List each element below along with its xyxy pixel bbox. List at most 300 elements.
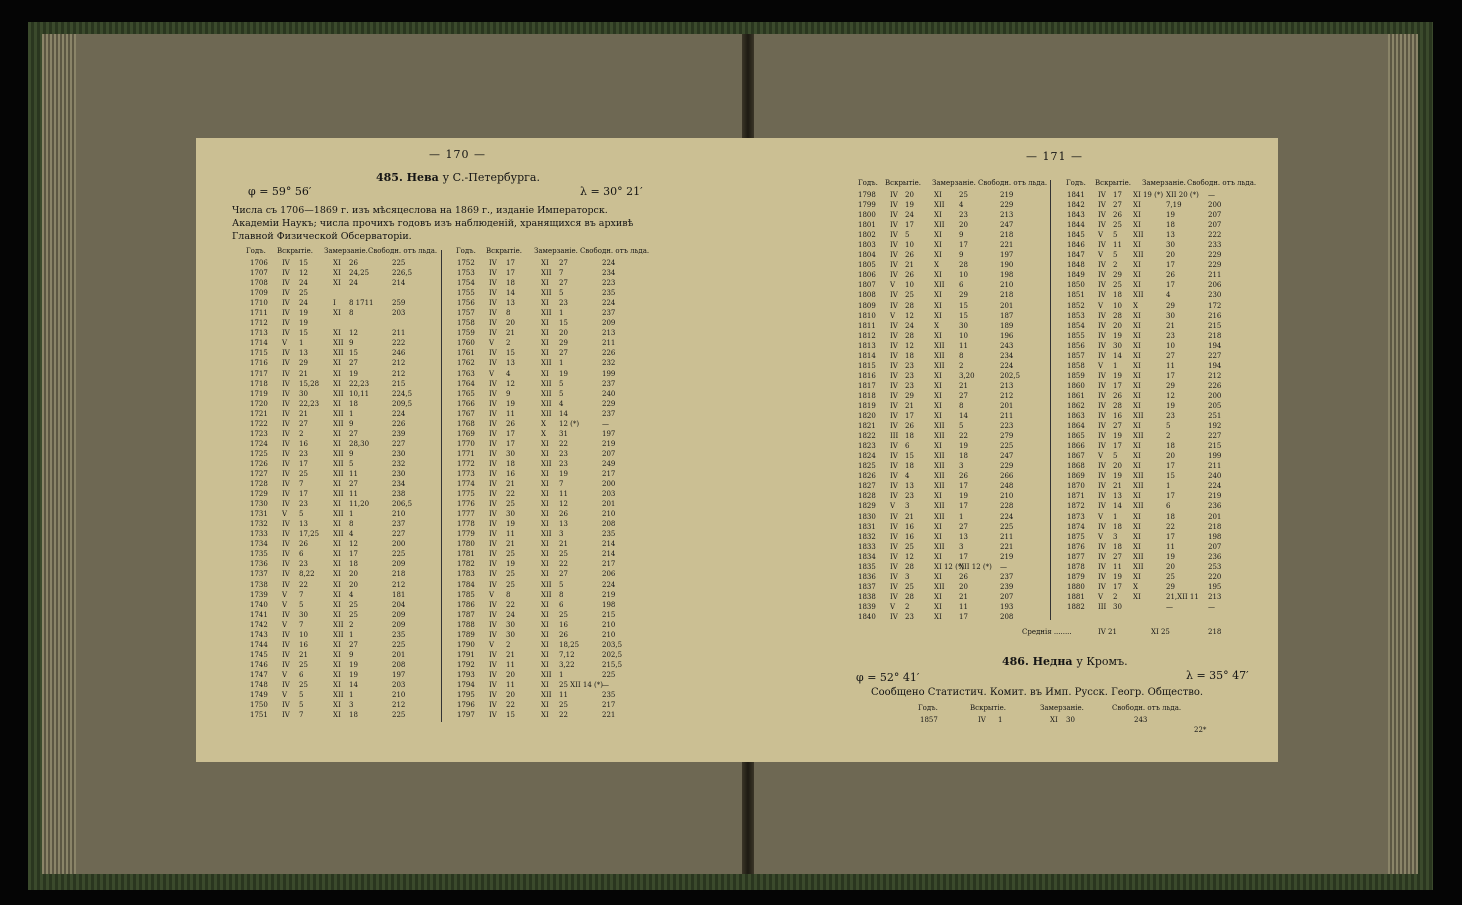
cell-open-day: 20 <box>506 691 515 700</box>
cell-open-month: IV <box>1098 271 1106 280</box>
cell-open-month: IV <box>489 329 497 338</box>
cell-open-day: 26 <box>506 419 515 428</box>
cell-freeze-month: XI <box>934 442 942 451</box>
table-header: Годъ. Вскрытіе. Замерзаніе. Свободн. отъ льда. <box>858 179 1048 187</box>
cell-freeze-month: XI <box>934 522 942 531</box>
cell-open-month: V <box>282 600 288 609</box>
cell-year: 1766 <box>457 399 475 408</box>
cell-freeze-day: 25 <box>349 600 358 609</box>
cell-freeze-day: 28 <box>959 261 968 270</box>
table-row <box>246 610 446 620</box>
table-row <box>456 278 656 288</box>
cell-free-days: 219 <box>1208 492 1222 501</box>
cell-freeze-day: 18 <box>1166 442 1175 451</box>
cell-freeze-month: XI <box>1133 422 1141 431</box>
cell-open-day: 28 <box>905 592 914 601</box>
table-row <box>1066 260 1266 270</box>
table-row <box>858 391 1058 401</box>
cell-year: 1761 <box>457 349 475 358</box>
cell-freeze-month: XII <box>541 459 552 468</box>
cell-freeze-day: 22 <box>559 560 568 569</box>
table-row <box>456 670 656 680</box>
cell-freeze-day: 29 <box>1166 301 1175 310</box>
cell-year: 1727 <box>250 469 268 478</box>
table-row <box>858 461 1058 471</box>
cell-year: 1855 <box>1067 331 1085 340</box>
cell-open-day: 27 <box>1113 422 1122 431</box>
table-row <box>858 240 1058 250</box>
cell-year: 1802 <box>858 231 876 240</box>
cell-open-month: IV <box>282 319 290 328</box>
cell-freeze-month: XII <box>541 379 552 388</box>
table-left-1 <box>246 246 446 720</box>
cell-freeze-month: XI <box>333 560 341 569</box>
cell-free-days: 210 <box>602 630 616 639</box>
cell-freeze-day: 25 <box>959 191 968 199</box>
cell-free-days: 224 <box>602 299 616 308</box>
cell-freeze-month: XI <box>934 331 942 340</box>
cell-freeze-day: 7,12 <box>559 650 575 659</box>
cell-freeze-month: XI <box>541 620 549 629</box>
cell-open-month: IV <box>890 301 898 310</box>
cell-freeze-month: XI <box>1133 572 1141 581</box>
latitude-2: φ = 52° 41′ <box>856 671 920 684</box>
table-row <box>246 660 446 670</box>
cell-freeze-day: 15 <box>1166 472 1175 481</box>
cell-open-day: 13 <box>299 520 308 529</box>
cell-freeze-day: 1 <box>959 512 964 521</box>
cell-open-month: IV <box>890 211 898 220</box>
cell-open-month: IV <box>282 429 290 438</box>
cell-year: 1707 <box>250 269 268 278</box>
cell-open-month: IV <box>489 449 497 458</box>
cell-free-days: 223 <box>1000 422 1014 431</box>
table-row <box>246 489 446 499</box>
cell-free-days: 212 <box>392 359 406 368</box>
cell-free-days: 200 <box>392 540 406 549</box>
cell-year: 1801 <box>858 221 876 230</box>
cell-open-day: 17 <box>905 221 914 230</box>
small-row-year: 1857 <box>920 716 938 724</box>
cell-free-days: 218 <box>1000 291 1014 300</box>
cell-year: 1723 <box>250 429 268 438</box>
cell-open-day: 5 <box>299 701 304 710</box>
cell-open-day: 14 <box>506 289 515 298</box>
cell-open-month: IV <box>890 251 898 260</box>
river-name: Недна <box>1032 655 1073 668</box>
cell-open-month: IV <box>489 560 497 569</box>
cell-open-month: IV <box>1098 321 1106 330</box>
cell-freeze-day: 21 <box>559 540 568 549</box>
cell-open-month: IV <box>282 369 290 378</box>
cell-freeze-day: 26 <box>959 472 968 481</box>
cell-open-day: 25 <box>299 289 308 298</box>
cell-free-days: 218 <box>1208 331 1222 340</box>
small-table-header-open: Вскрытіе. <box>970 704 1006 712</box>
cell-free-days: 227 <box>392 439 406 448</box>
cell-year: 1741 <box>250 610 268 619</box>
cell-open-day: 14 <box>1113 351 1122 360</box>
cell-open-day: 19 <box>1113 331 1122 340</box>
cell-freeze-day: 10,11 <box>349 389 370 398</box>
cell-open-month: IV <box>489 650 497 659</box>
cell-year: 1747 <box>250 670 268 679</box>
cell-year: 1755 <box>457 289 475 298</box>
table-row <box>456 549 656 559</box>
cell-freeze-month: XI <box>1133 542 1141 551</box>
cell-freeze-month: XI <box>333 279 341 288</box>
cell-freeze-month: XI <box>541 279 549 288</box>
cell-freeze-month: I <box>333 299 336 308</box>
cell-open-day: 12 <box>905 552 914 561</box>
table-row <box>246 710 446 720</box>
cell-open-month: IV <box>489 691 497 700</box>
cell-free-days: 247 <box>1000 452 1014 461</box>
cell-freeze-day: 4 <box>349 530 354 539</box>
cell-freeze-month: XI <box>333 540 341 549</box>
cell-year: 1845 <box>1067 231 1085 240</box>
cell-open-month: IV <box>890 391 898 400</box>
cell-open-day: 29 <box>905 391 914 400</box>
table-row <box>858 411 1058 421</box>
cell-open-month: V <box>1098 251 1104 260</box>
cell-open-month: IV <box>489 349 497 358</box>
cell-year: 1784 <box>457 580 475 589</box>
table-row <box>246 348 446 358</box>
cell-freeze-month: XII <box>1133 251 1144 260</box>
cell-open-day: 6 <box>905 442 910 451</box>
cell-freeze-month: XII <box>1133 231 1144 240</box>
cell-freeze-day: 11 <box>1166 361 1175 370</box>
cell-open-day: 8 <box>506 309 511 318</box>
table-row <box>456 318 656 328</box>
cell-open-day: 2 <box>1113 592 1118 601</box>
cell-open-day: 8 <box>506 590 511 599</box>
cell-open-day: 19 <box>1113 432 1122 441</box>
cell-open-day: 30 <box>506 620 515 629</box>
cell-year: 1736 <box>250 560 268 569</box>
table-row <box>1066 471 1266 481</box>
cell-open-day: 17 <box>1113 582 1122 591</box>
cell-free-days: 224 <box>602 259 616 267</box>
cell-year: 1826 <box>858 472 876 481</box>
cell-free-days: 198 <box>602 600 616 609</box>
cell-open-day: 28 <box>1113 401 1122 410</box>
cell-freeze-month: XI <box>541 560 549 569</box>
cell-freeze-month: XI <box>333 640 341 649</box>
cell-freeze-day: 29 <box>559 339 568 348</box>
cell-open-day: 17 <box>1113 191 1122 199</box>
cell-freeze-day: 3 <box>959 462 964 471</box>
table-row <box>858 401 1058 411</box>
table-row <box>858 562 1058 572</box>
cell-year: 1787 <box>457 610 475 619</box>
cell-free-days: 229 <box>1000 462 1014 471</box>
cell-freeze-day: 9 <box>959 251 964 260</box>
cell-open-day: 26 <box>1113 211 1122 220</box>
table-row <box>858 542 1058 552</box>
cell-open-month: IV <box>1098 281 1106 290</box>
cell-year: 1712 <box>250 319 268 328</box>
cell-open-day: 7 <box>299 480 304 489</box>
cell-freeze-day: 1 <box>349 630 354 639</box>
cell-freeze-month: XII <box>934 221 945 230</box>
longitude-2: λ = 35° 47′ <box>1186 669 1249 682</box>
table-row <box>858 592 1058 602</box>
cell-open-month: IV <box>282 349 290 358</box>
table-row <box>1066 301 1266 311</box>
cell-open-day: 20 <box>506 319 515 328</box>
table-row <box>456 419 656 429</box>
table-row <box>246 630 446 640</box>
cell-freeze-month: XI <box>541 680 549 689</box>
cell-year: 1709 <box>250 289 268 298</box>
cell-freeze-month: XII <box>934 432 945 441</box>
table-row <box>456 358 656 368</box>
cell-free-days: 210 <box>602 510 616 519</box>
cell-open-day: 24 <box>905 321 914 330</box>
cell-open-day: 2 <box>506 640 511 649</box>
cell-open-day: 25 <box>299 469 308 478</box>
cell-freeze-day: XII 12 (*) <box>959 562 992 571</box>
cell-open-day: 25 <box>299 660 308 669</box>
cell-open-day: 19 <box>1113 472 1122 481</box>
cell-freeze-month: XI <box>333 439 341 448</box>
cell-open-month: III <box>890 432 899 441</box>
cell-freeze-month: XI <box>934 552 942 561</box>
cell-freeze-day: 26 <box>959 572 968 581</box>
cell-open-day: 13 <box>1113 492 1122 501</box>
cell-freeze-day: 5 <box>559 389 564 398</box>
cell-year: 1751 <box>250 711 268 720</box>
cell-free-days: 237 <box>602 379 616 388</box>
cell-open-month: IV <box>1098 432 1106 441</box>
cell-freeze-day: 20 <box>959 221 968 230</box>
cell-free-days: 203 <box>392 680 406 689</box>
table-row <box>858 321 1058 331</box>
cell-year: 1837 <box>858 582 876 591</box>
cell-freeze-month: XI <box>541 650 549 659</box>
cell-open-month: IV <box>890 522 898 531</box>
cell-open-month: IV <box>282 500 290 509</box>
cell-open-month: IV <box>890 361 898 370</box>
cell-freeze-month: XII <box>333 469 344 478</box>
cell-open-month: IV <box>489 429 497 438</box>
cell-year: 1758 <box>457 319 475 328</box>
cell-freeze-month: XI <box>934 311 942 320</box>
sheet-signature: 22* <box>1194 726 1207 734</box>
table-row <box>1066 240 1266 250</box>
cell-year: 1756 <box>457 299 475 308</box>
cell-year: 1730 <box>250 500 268 509</box>
cell-freeze-month: XI <box>541 469 549 478</box>
cell-year: 1862 <box>1067 401 1085 410</box>
cell-freeze-day: 24 <box>349 279 358 288</box>
cell-freeze-day: 2 <box>1166 432 1171 441</box>
cell-freeze-month: X <box>934 261 939 270</box>
cell-free-days: 219 <box>602 439 616 448</box>
cell-free-days: 226 <box>1208 381 1222 390</box>
cell-open-month: IV <box>489 520 497 529</box>
cell-free-days: 212 <box>392 580 406 589</box>
cell-free-days: — <box>602 680 609 689</box>
cell-open-month: IV <box>489 610 497 619</box>
cell-open-day: 17 <box>1113 381 1122 390</box>
cell-year: 1832 <box>858 532 876 541</box>
cell-year: 1843 <box>1067 211 1085 220</box>
cell-freeze-day: 19 <box>349 670 358 679</box>
cell-freeze-month: XII <box>333 620 344 629</box>
cell-year: 1749 <box>250 691 268 700</box>
cell-freeze-day: 26 <box>349 259 358 267</box>
cell-open-month: IV <box>890 321 898 330</box>
cell-free-days: 208 <box>602 520 616 529</box>
cell-year: 1760 <box>457 339 475 348</box>
cell-freeze-day: 11 <box>959 602 968 611</box>
cell-year: 1805 <box>858 261 876 270</box>
cell-year: 1711 <box>250 309 268 318</box>
table-row <box>858 210 1058 220</box>
cell-freeze-day: 21,XII 11 <box>1166 592 1199 601</box>
cell-year: 1775 <box>457 490 475 499</box>
table-row <box>858 572 1058 582</box>
cell-freeze-day: 25 <box>1166 572 1175 581</box>
table-row <box>456 489 656 499</box>
cell-open-month: IV <box>282 520 290 529</box>
cell-open-month: IV <box>282 269 290 278</box>
cell-freeze-month: XI <box>934 371 942 380</box>
cell-open-day: 11 <box>1113 562 1122 571</box>
cell-freeze-month: XII <box>1133 562 1144 571</box>
cell-freeze-month: XI <box>333 580 341 589</box>
cell-open-month: IV <box>890 241 898 250</box>
cell-free-days: 209 <box>392 560 406 569</box>
table-row <box>456 399 656 409</box>
cell-freeze-day: 20 <box>349 570 358 579</box>
cell-open-day: 26 <box>1113 391 1122 400</box>
cell-open-day: 19 <box>506 560 515 569</box>
cell-freeze-month: XII <box>934 542 945 551</box>
cell-open-day: 17 <box>506 269 515 278</box>
cell-year: 1797 <box>457 711 475 720</box>
cell-open-month: IV <box>489 580 497 589</box>
table-row <box>246 318 446 328</box>
cell-freeze-day: 10 <box>959 331 968 340</box>
table-row <box>456 610 656 620</box>
cell-open-month: IV <box>890 381 898 390</box>
cell-free-days: 203,5 <box>602 640 623 649</box>
cell-open-day: 2 <box>1113 261 1118 270</box>
cell-year: 1771 <box>457 449 475 458</box>
cell-open-day: 17 <box>506 439 515 448</box>
cell-open-day: 20 <box>506 670 515 679</box>
cell-year: 1880 <box>1067 582 1085 591</box>
cell-freeze-month: XI <box>934 572 942 581</box>
cell-open-month: IV <box>282 279 290 288</box>
cell-open-day: 14 <box>1113 502 1122 511</box>
cell-year: 1722 <box>250 419 268 428</box>
cell-year: 1874 <box>1067 522 1085 531</box>
cell-freeze-day: 20 <box>1166 452 1175 461</box>
cell-freeze-day: 17 <box>1166 371 1175 380</box>
cell-freeze-month: XI <box>934 191 942 199</box>
cell-open-month: IV <box>282 711 290 720</box>
cell-open-month: IV <box>1098 472 1106 481</box>
cell-freeze-day: 10 <box>959 271 968 280</box>
cell-open-day: 2 <box>506 339 511 348</box>
cell-free-days: 235 <box>602 530 616 539</box>
cell-free-days: 211 <box>1208 462 1222 471</box>
cell-year: 1777 <box>457 510 475 519</box>
cell-free-days: 237 <box>602 309 616 318</box>
cell-freeze-day: 21 <box>959 381 968 390</box>
cell-free-days: — <box>1208 191 1215 199</box>
cell-freeze-day: XII 20 (*) <box>1166 191 1199 199</box>
cell-free-days: 210 <box>602 620 616 629</box>
cell-open-day: 19 <box>1113 371 1122 380</box>
cell-year: 1849 <box>1067 271 1085 280</box>
cell-freeze-day: 15 <box>959 311 968 320</box>
cell-open-day: 13 <box>905 482 914 491</box>
cell-open-day: 5 <box>905 231 910 240</box>
table-header: Годъ. Вскрытіе. Замерзаніе. Свободн. отъ льда. <box>456 247 650 255</box>
cell-year: 1738 <box>250 580 268 589</box>
cell-freeze-month: XII <box>333 459 344 468</box>
cell-free-days: 201 <box>602 500 616 509</box>
table-row <box>1066 391 1266 401</box>
cell-free-days: 238 <box>392 490 406 499</box>
cell-freeze-month: XII <box>934 351 945 360</box>
cell-free-days: 240 <box>1208 472 1222 481</box>
cell-freeze-day: 29 <box>1166 381 1175 390</box>
cell-open-month: IV <box>1098 492 1106 501</box>
cell-open-month: IV <box>489 409 497 418</box>
table-row <box>456 258 656 268</box>
cell-free-days: 221 <box>602 711 616 720</box>
source-note: Сообщено Статистич. Комит. въ Имп. Русск. Геогр. Общество. <box>871 687 1204 698</box>
cell-open-month: IV <box>890 291 898 300</box>
cell-freeze-day: 22 <box>1166 522 1175 531</box>
cell-year: 1840 <box>858 612 876 621</box>
cell-open-month: V <box>890 311 896 320</box>
table-row <box>1066 280 1266 290</box>
cell-year: 1861 <box>1067 391 1085 400</box>
cell-freeze-day: 20 <box>959 582 968 591</box>
cell-open-month: IV <box>489 630 497 639</box>
cell-freeze-day: 17 <box>959 241 968 250</box>
table-row <box>246 479 446 489</box>
cell-open-month: IV <box>282 259 290 267</box>
cell-freeze-month: XII <box>934 281 945 290</box>
cell-open-day: 21 <box>299 369 308 378</box>
cell-freeze-month: XI <box>541 701 549 710</box>
cell-freeze-month: XI <box>333 660 341 669</box>
cell-free-days: — <box>1208 602 1215 611</box>
cell-freeze-month: XI <box>333 570 341 579</box>
table-row <box>858 371 1058 381</box>
cell-freeze-day: 8 <box>349 520 354 529</box>
table-row <box>246 569 446 579</box>
table-row <box>456 680 656 690</box>
small-table-header-freeze: Замерзаніе. <box>1040 704 1084 712</box>
cell-freeze-month: XII <box>333 510 344 519</box>
cell-freeze-day: 27 <box>559 349 568 358</box>
cell-year: 1759 <box>457 329 475 338</box>
cell-open-day: 30 <box>506 449 515 458</box>
table-row <box>456 389 656 399</box>
cell-free-days: 232 <box>392 459 406 468</box>
cell-freeze-month: XI <box>1133 341 1141 350</box>
